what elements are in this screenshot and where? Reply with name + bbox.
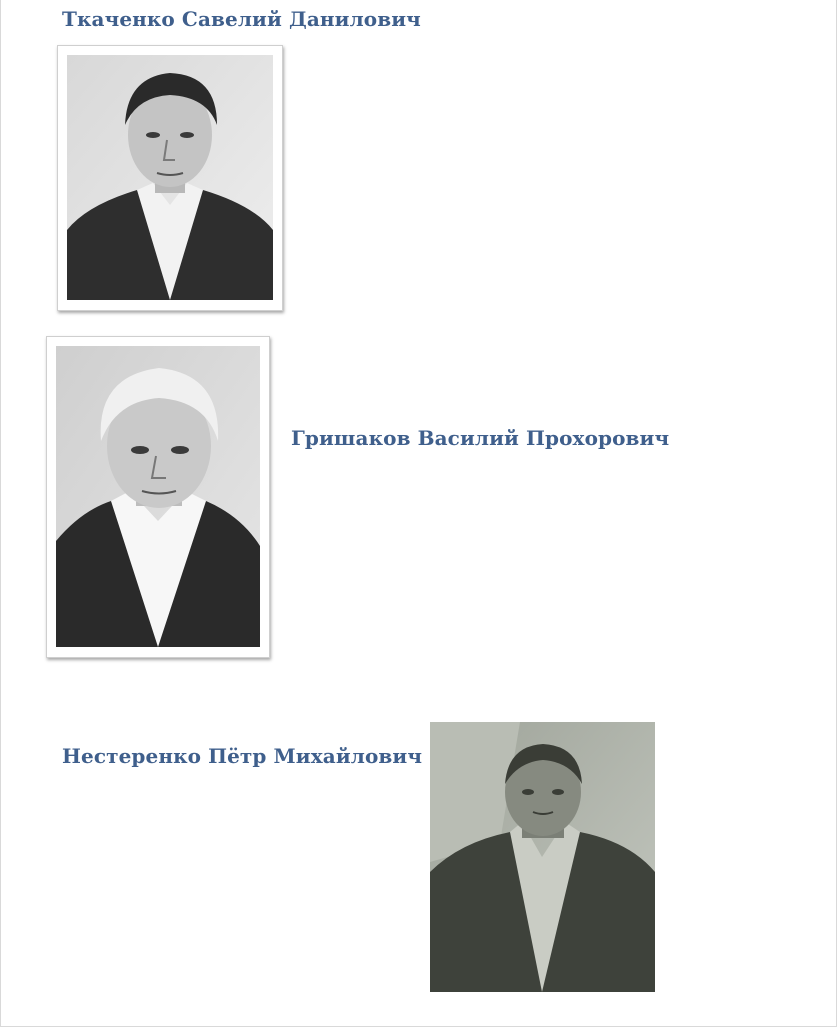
person-name-3: Нестеренко Пётр Михайлович bbox=[62, 744, 423, 768]
portrait-photo-1 bbox=[57, 45, 283, 311]
person-name-1: Ткаченко Савелий Данилович bbox=[62, 7, 421, 31]
portrait-image-3 bbox=[430, 722, 655, 992]
portrait-photo-3 bbox=[430, 722, 655, 992]
person-name-2: Гришаков Василий Прохорович bbox=[291, 426, 670, 450]
portrait-image-1 bbox=[67, 55, 273, 300]
portrait-image-2 bbox=[56, 346, 260, 647]
portrait-photo-2 bbox=[46, 336, 270, 658]
